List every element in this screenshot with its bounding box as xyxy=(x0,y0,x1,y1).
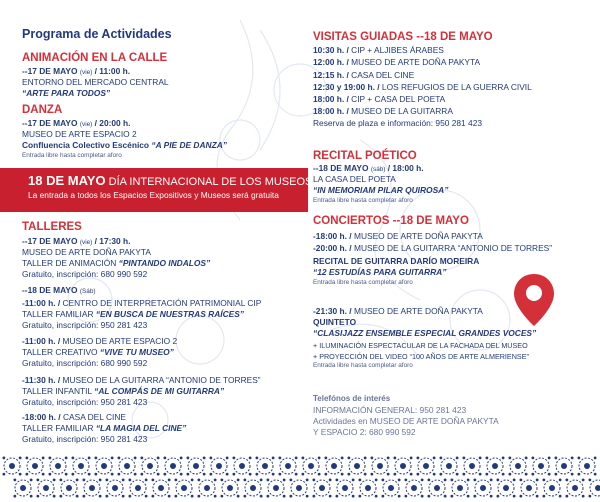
banner-title xyxy=(28,173,312,188)
pattern-tile xyxy=(94,456,113,475)
pattern-tile xyxy=(13,478,32,497)
concierto-2 xyxy=(313,243,552,254)
talleres-d1-place: MUSEO DE ARTE DOÑA PAKYTA xyxy=(22,247,151,257)
recital-heading: RECITAL POÉTICO xyxy=(313,150,417,162)
visita-time: 12:30 y 19:00 h. / xyxy=(313,82,380,92)
taller-info: Gratuito, inscripción: 950 281 423 xyxy=(22,320,148,330)
pattern-tile xyxy=(347,456,366,475)
taller-type: TALLER FAMILIAR xyxy=(22,309,96,319)
concierto-2-note: Entrada libre hasta completar aforo xyxy=(313,279,413,286)
taller-info: Gratuito, inscripción: 680 990 592 xyxy=(22,358,148,368)
taller-place: MUSEO DE ARTE ESPACIO 2 xyxy=(60,336,178,346)
talleres-d1-info: Gratuito, inscripción: 680 990 592 xyxy=(22,269,148,279)
conciertos-heading: CONCIERTOS --18 DE MAYO xyxy=(313,215,469,227)
concierto-place: MUSEO DE ARTE DOÑA PAKYTA xyxy=(351,306,483,316)
concierto-2-event: “12 ESTUDÍAS PARA GUITARRA” xyxy=(313,267,447,277)
concierto-time: -18:00 h. / xyxy=(313,231,352,241)
pattern-tile xyxy=(266,478,285,497)
animacion-place: ENTORNO DEL MERCADO CENTRAL xyxy=(22,77,169,87)
taller-type: TALLER INFANTIL xyxy=(22,386,95,396)
pattern-tile xyxy=(140,456,159,475)
pattern-tile xyxy=(105,478,124,497)
pattern-tile xyxy=(71,456,90,475)
talleres-heading: TALLERES xyxy=(22,221,82,233)
visita-time: 10:30 h. / xyxy=(313,45,349,55)
animacion-time: / 11:00 h. xyxy=(92,66,131,76)
visita-place: CIP + ALJIBES ÁRABES xyxy=(348,45,444,55)
pattern-tile xyxy=(393,456,412,475)
taller-info: Gratuito, inscripción: 950 281 423 xyxy=(22,397,148,407)
visita-place: LOS REFUGIOS DE LA GUERRA CIVIL xyxy=(379,82,532,92)
taller-time: -11:30 h. / xyxy=(22,375,61,385)
danza-event-line xyxy=(22,140,227,151)
recital-time: / 18:00 h. xyxy=(385,163,424,173)
pattern-tile xyxy=(312,478,331,497)
visita-place: MUSEO DE LA GUITARRA xyxy=(348,106,453,116)
pattern-tile xyxy=(151,478,170,497)
visita-place: MUSEO DE ARTE DOÑA PAKYTA xyxy=(348,57,481,67)
danza-heading: DANZA xyxy=(22,104,63,116)
concierto-place: MUSEO DE ARTE DOÑA PAKYTA xyxy=(351,231,483,241)
taller-type: TALLER FAMILIAR xyxy=(22,423,96,433)
pattern-tile xyxy=(485,456,504,475)
danza-date: --17 DE MAYO xyxy=(22,118,78,128)
animacion-date: --17 DE MAYO xyxy=(22,66,78,76)
pattern-tile xyxy=(324,456,343,475)
banner-date-rest: DÍA INTERNACIONAL DE LOS MUSEOS xyxy=(105,176,313,188)
taller-event: “EN BUSCA DE NUESTRAS RAÍCES” xyxy=(95,309,244,319)
pattern-tile xyxy=(358,478,377,497)
pattern-tile xyxy=(301,456,320,475)
pattern-tile xyxy=(370,456,389,475)
animacion-event: “ARTE PARA TODOS” xyxy=(22,88,111,98)
recital-place: LA CASA DEL POETA xyxy=(313,174,396,184)
pattern-tile xyxy=(404,478,423,497)
recital-note: Entrada libre hasta completar aforo xyxy=(313,197,413,204)
talleres-d1-event: “PINTANDO INDALOS” xyxy=(118,258,211,268)
pattern-tile xyxy=(473,478,492,497)
talleres-d1-time: / 17:30 h. xyxy=(92,236,131,246)
concierto-1 xyxy=(313,231,483,242)
visitas-heading: VISITAS GUIADAS --18 DE MAYO xyxy=(313,31,493,43)
taller-place: CASA DEL CINE xyxy=(60,412,126,422)
pattern-tile xyxy=(565,478,584,497)
danza-time: / 20:00 h. xyxy=(92,118,131,128)
concierto-3-extra-1: + ILUMINACIÓN ESPECTACULAR DE LA FACHADA DEL MUSEO xyxy=(313,341,528,350)
danza-event-prefix: Confluencia Colectivo Escénico xyxy=(22,140,152,150)
pattern-tile xyxy=(197,478,216,497)
pattern-tile xyxy=(496,478,515,497)
visita-place: CASA DEL CINE xyxy=(348,70,415,80)
talleres-d2-date: --18 DE MAYO xyxy=(22,285,78,295)
taller-place: MUSEO DE LA GUITARRA “ANTONIO DE TORRES” xyxy=(60,375,261,385)
map-pin-icon xyxy=(512,272,556,328)
concierto-3-title: QUINTETO xyxy=(313,317,357,327)
talleres-d1-type: TALLER DE ANIMACIÓN xyxy=(22,258,119,268)
banner-text: La entrada a todos los Espacios Expositivos y Museos será gratuita xyxy=(28,190,279,200)
animacion-day: (vie) xyxy=(79,69,93,76)
concierto-2-title: RECITAL DE GUITARRA DARÍO MOREIRA xyxy=(313,256,480,266)
talleres-d1-date: --17 DE MAYO xyxy=(22,236,78,246)
pattern-tile xyxy=(577,456,596,475)
pattern-tile xyxy=(220,478,239,497)
danza-note: Entrada libre hasta completar aforo xyxy=(22,152,122,159)
telefonos-line-2: Actividades en MUSEO DE ARTE DOÑA PAKYTA xyxy=(313,416,499,426)
pattern-tile xyxy=(186,456,205,475)
taller-event: “VIVE TU MUSEO” xyxy=(99,347,174,357)
pattern-tile xyxy=(232,456,251,475)
pattern-tile xyxy=(531,456,550,475)
pattern-tile xyxy=(174,478,193,497)
taller-time: -18:00 h. / xyxy=(22,412,61,422)
decorative-pattern xyxy=(0,452,600,502)
telefonos-heading: Telefónos de interés xyxy=(313,394,391,403)
danza-event: “A PIE DE DANZA” xyxy=(151,140,227,150)
talleres-d1-event-line xyxy=(22,258,210,269)
pattern-tile xyxy=(508,456,527,475)
pattern-tile xyxy=(427,478,446,497)
pattern-tile xyxy=(450,478,469,497)
pattern-tile xyxy=(255,456,274,475)
banner-date: 18 DE MAYO xyxy=(28,173,106,188)
pattern-tile xyxy=(278,456,297,475)
pattern-tile xyxy=(439,456,458,475)
pattern-tile xyxy=(36,478,55,497)
visita-place: CIP + CASA DEL POETA xyxy=(348,94,446,104)
pattern-tile xyxy=(542,478,561,497)
pattern-tile xyxy=(25,456,44,475)
pattern-tile xyxy=(59,478,78,497)
concierto-3-event: “CLASIJAZZ ENSEMBLE ESPECIAL GRANDES VOCES” xyxy=(313,328,537,338)
pattern-tile xyxy=(416,456,435,475)
pattern-tile xyxy=(289,478,308,497)
museum-day-banner xyxy=(0,168,313,212)
taller-type: TALLER CREATIVO xyxy=(22,347,100,357)
recital-date: --18 DE MAYO xyxy=(313,163,369,173)
talleres-d1-day: (vie) xyxy=(79,239,93,246)
visita-time: 18:00 h. / xyxy=(313,94,349,104)
pattern-tile xyxy=(381,478,400,497)
pattern-tile xyxy=(209,456,228,475)
danza-place: MUSEO DE ARTE ESPACIO 2 xyxy=(22,129,137,139)
pattern-tile xyxy=(588,478,600,497)
talleres-d2-day: (Sáb) xyxy=(79,288,96,295)
taller-event: “LA MAGIA DEL CINE” xyxy=(95,423,187,433)
concierto-3 xyxy=(313,306,483,317)
concierto-time: -20:00 h. / xyxy=(313,243,352,253)
pattern-tile xyxy=(128,478,147,497)
pattern-tile xyxy=(243,478,262,497)
danza-day: (vie) xyxy=(79,121,93,128)
animacion-heading: ANIMACIÓN EN LA CALLE xyxy=(22,52,168,64)
concierto-3-note: Entrada libre hasta completar aforo xyxy=(313,362,413,369)
concierto-place: MUSEO DE LA GUITARRA “ANTONIO DE TORRES” xyxy=(351,243,553,253)
taller-place: CENTRO DE INTERPRETACIÓN PATRIMONIAL CIP xyxy=(60,298,262,308)
telefonos-line-3: Y ESPACIO 2: 680 990 592 xyxy=(313,427,416,437)
taller-time: -11:00 h. / xyxy=(22,336,61,346)
recital-day: (sáb) xyxy=(370,166,386,173)
visita-time: 12:15 h. / xyxy=(313,70,349,80)
recital-event: “IN MEMORIAM PILAR QUIROSA” xyxy=(313,185,449,195)
taller-info: Gratuito, inscripción: 950 281 423 xyxy=(22,434,148,444)
pattern-tile xyxy=(335,478,354,497)
pattern-tile xyxy=(117,456,136,475)
pattern-tile xyxy=(554,456,573,475)
pattern-tile xyxy=(462,456,481,475)
taller-event: “AL COMPÁS DE MI GUITARRA” xyxy=(94,386,225,396)
pattern-tile xyxy=(82,478,101,497)
visita-time: 12:00 h. / xyxy=(313,57,349,67)
visitas-reserva: Reserva de plaza e información: 950 281 423 xyxy=(313,118,483,128)
pattern-tile xyxy=(163,456,182,475)
pattern-tile xyxy=(2,456,21,475)
concierto-time: -21:30 h. / xyxy=(313,306,352,316)
concierto-3-extra-2: + PROYECCIÓN DEL VIDEO “100 AÑOS DE ARTE ALMERIENSE” xyxy=(313,352,529,361)
visita-time: 18:00 h. / xyxy=(313,106,349,116)
pattern-tile xyxy=(519,478,538,497)
talleres-d2-date-line xyxy=(22,285,96,297)
taller-time: -11:00 h. / xyxy=(22,298,61,308)
telefonos-line-1: INFORMACIÓN GENERAL: 950 281 423 xyxy=(313,405,467,415)
page-title: Programa de Actividades xyxy=(22,27,172,41)
pattern-tile xyxy=(48,456,67,475)
